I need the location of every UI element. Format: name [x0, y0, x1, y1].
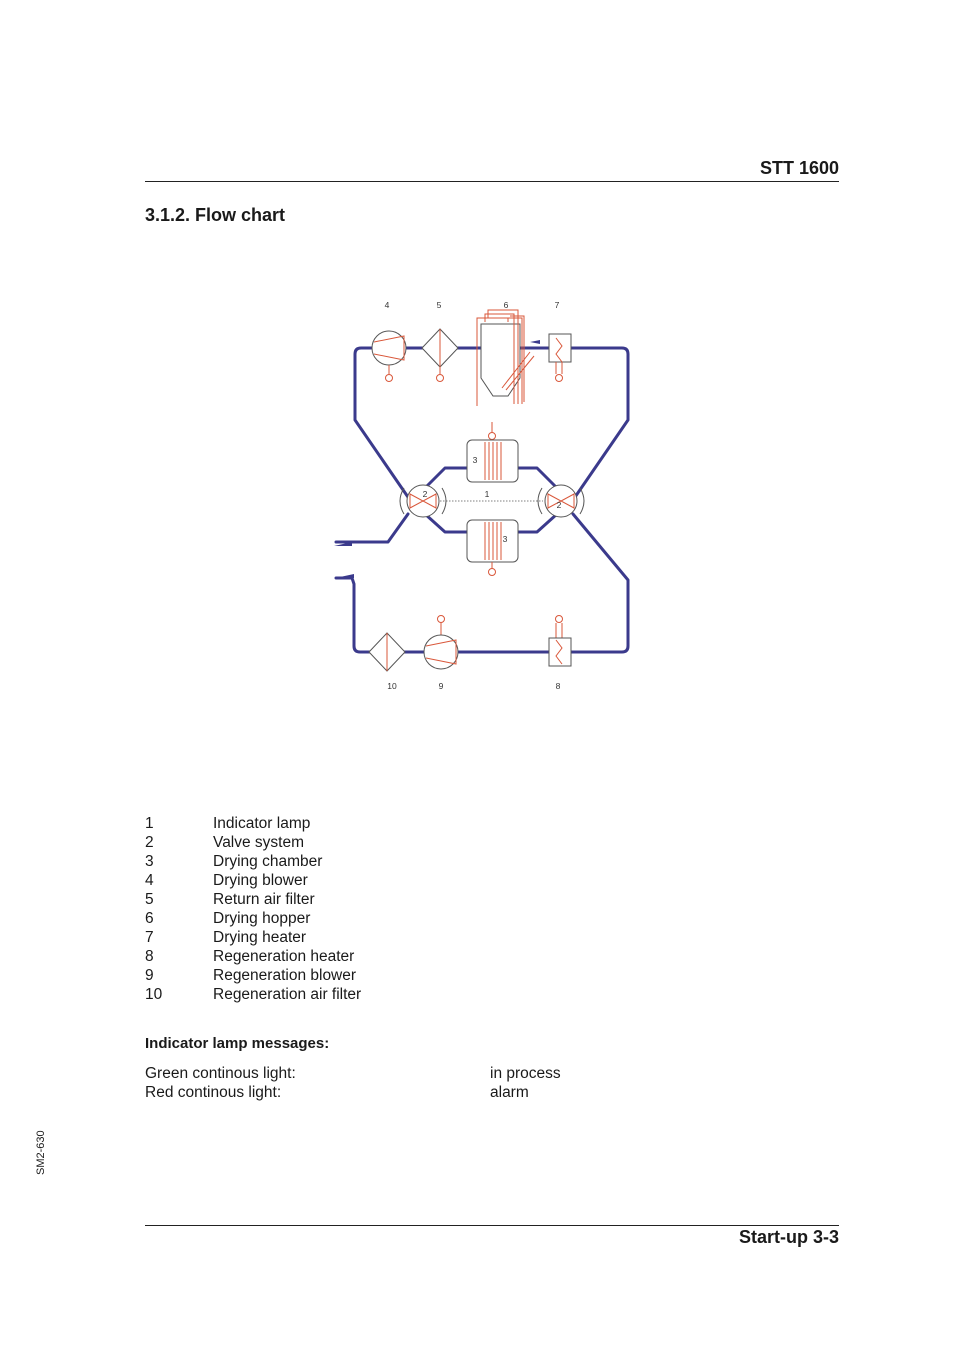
label-9: 9: [438, 681, 444, 691]
drying-heater-icon: [549, 334, 571, 382]
legend-number: 2: [145, 834, 154, 851]
component-legend: [145, 814, 361, 1004]
legend-item: [145, 928, 361, 947]
label-5: 5: [436, 300, 442, 310]
label-3-top: 3: [472, 455, 478, 465]
legend-label: Return air filter: [213, 891, 315, 908]
legend-item: [145, 871, 361, 890]
legend-number: 7: [145, 929, 154, 946]
drying-blower-icon: [372, 331, 406, 382]
legend-number: 4: [145, 872, 154, 889]
legend-item: [145, 890, 361, 909]
legend-label: Drying hopper: [213, 910, 311, 927]
document-code: SM2-630: [35, 1130, 47, 1175]
message-row: [145, 1083, 561, 1102]
legend-label: Valve system: [213, 834, 305, 851]
legend-label: Regeneration blower: [213, 967, 357, 984]
legend-label: Drying chamber: [213, 853, 323, 870]
legend-number: 9: [145, 967, 154, 984]
legend-number: 5: [145, 891, 154, 908]
label-7: 7: [554, 300, 560, 310]
legend-item: [145, 909, 361, 928]
legend-number: 3: [145, 853, 154, 870]
legend-item: [145, 833, 361, 852]
return-air-filter-icon: [422, 329, 458, 382]
flow-chart-diagram: [330, 292, 640, 702]
drying-chamber-top-icon: [467, 422, 518, 482]
label-8: 8: [555, 681, 561, 691]
indicator-messages-table: [145, 1064, 561, 1102]
legend-label: Indicator lamp: [213, 815, 311, 832]
legend-item: [145, 814, 361, 833]
label-2-right: 2: [556, 500, 562, 510]
message-value: in process: [490, 1065, 561, 1082]
footer-rule: [145, 1225, 839, 1226]
message-label: Red continous light:: [145, 1084, 282, 1101]
regeneration-air-filter-icon: [369, 633, 405, 671]
label-2-left: 2: [422, 489, 428, 499]
label-3-bottom: 3: [502, 534, 508, 544]
regeneration-blower-icon: [424, 616, 458, 670]
legend-label: Regeneration heater: [213, 948, 355, 965]
legend-item: [145, 852, 361, 871]
label-4: 4: [384, 300, 390, 310]
legend-number: 6: [145, 910, 154, 927]
message-label: Green continous light:: [145, 1065, 296, 1082]
section-title: 3.1.2. Flow chart: [145, 205, 286, 225]
label-1: 1: [484, 489, 490, 499]
label-10: 10: [387, 681, 397, 691]
legend-label: Drying blower: [213, 872, 308, 889]
indicator-messages-title: Indicator lamp messages:: [145, 1035, 330, 1052]
legend-label: Regeneration air filter: [213, 986, 362, 1003]
message-value: alarm: [490, 1084, 529, 1101]
legend-number: 1: [145, 815, 154, 832]
header-title: STT 1600: [759, 158, 839, 178]
legend-item: [145, 985, 361, 1004]
legend-item: [145, 966, 361, 985]
regeneration-heater-icon: [549, 616, 571, 667]
legend-label: Drying heater: [213, 929, 307, 946]
message-row: [145, 1064, 561, 1083]
legend-item: [145, 947, 361, 966]
header-rule: [145, 181, 839, 182]
label-6: 6: [503, 300, 509, 310]
footer-title: Start-up 3-3: [738, 1227, 839, 1247]
legend-number: 10: [145, 986, 163, 1003]
drying-hopper-icon: [477, 310, 534, 406]
drying-chamber-bottom-icon: [467, 520, 518, 576]
legend-number: 8: [145, 948, 154, 965]
